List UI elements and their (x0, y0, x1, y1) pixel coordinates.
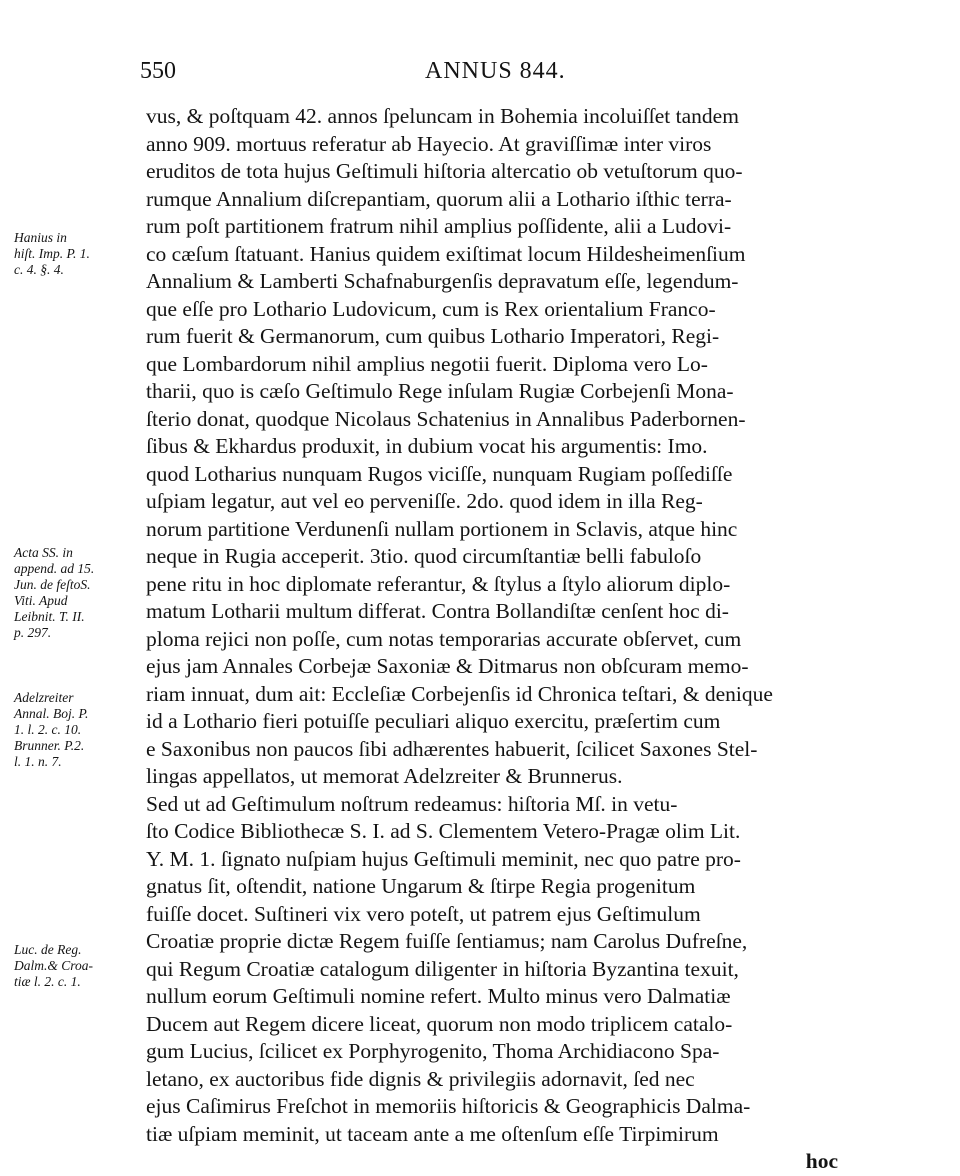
text-line: letano, ex auctoribus fide dignis & privilegiis adornavit, ſed nec (146, 1066, 695, 1091)
text-line: gnatus ſit, oſtendit, natione Ungarum & ſtirpe Regia progenitum (146, 874, 696, 898)
text-line: rum poſt partitionem fratrum nihil amplius poſſidente, alii a Ludovi- (146, 214, 732, 238)
text-line: ploma rejici non poſſe, cum notas temporarias accurate obſervet, cum (146, 626, 742, 651)
text-line: que eſſe pro Lothario Ludovicum, cum is Rex orientalium Franco- (146, 296, 716, 321)
text-line: fuiſſe docet. Suſtineri vix vero poteſt, ut patrem ejus Geſtimulum (146, 901, 701, 926)
margin-note: Hanius in hiſt. Imp. P. 1. c. 4. §. 4. (14, 230, 90, 277)
text-line: riam innuat, dum ait: Eccleſiæ Corbejenſis id Chronica teſtari, & denique (146, 681, 773, 706)
running-head: ANNUS 844. (425, 58, 566, 84)
text-line: Croatiæ proprie dictæ Regem fuiſſe ſentiamus; nam Carolus Dufreſne, (146, 929, 748, 953)
text-line: vus, & poſtquam 42. annos ſpeluncam in Bohemia incoluiſſet tandem (146, 104, 739, 128)
text-line: lingas appellatos, ut memorat Adelzreiter & Brunnerus. (146, 764, 623, 788)
text-line: ſterio donat, quodque Nicolaus Schatenius in Annalibus Paderbornen- (146, 406, 746, 431)
text-line: pene ritu in hoc diplomate referantur, & ſtylus a ſtylo aliorum diplo- (146, 571, 731, 596)
text-line: ejus jam Annales Corbejæ Saxoniæ & Ditmarus non obſcuram memo- (146, 654, 749, 678)
text-line: eruditos de tota hujus Geſtimuli hiſtoria altercatio ob vetuſtorum quo- (146, 159, 743, 183)
text-line: id a Lothario fieri potuiſſe peculiari aliquo exercitu, præſertim cum (146, 709, 721, 733)
text-line: e Saxonibus non paucos ſibi adhærentes habuerit, ſcilicet Saxones Stel- (146, 736, 758, 761)
text-line: rumque Annalium diſcrepantiam, quorum alii a Lothario iſthic terra- (146, 186, 732, 211)
text-line: rum fuerit & Germanorum, cum quibus Lothario Imperatori, Regi- (146, 324, 720, 348)
text-line: tharii, quo is cæſo Geſtimulo Rege inſulam Rugiæ Corbejenſi Mona- (146, 379, 734, 403)
text-line: ſto Codice Bibliothecæ S. I. ad S. Clementem Vetero-Pragæ olim Lit. (146, 819, 741, 843)
text-line: Y. M. 1. ſignato nuſpiam hujus Geſtimuli meminit, nec quo patre pro- (146, 846, 741, 871)
page-number: 550 (140, 58, 176, 84)
text-line: que Lombardorum nihil amplius negotii fuerit. Diploma vero Lo- (146, 351, 708, 376)
text-line: uſpiam legatur, aut vel eo perveniſſe. 2do. quod idem in illa Reg- (146, 489, 703, 513)
margin-note: Luc. de Reg. Dalm.& Croa- tiæ l. 2. c. 1. (14, 942, 94, 989)
text-line: co cæſum ſtatuant. Hanius quidem exiſtimat locum Hildesheimenſium (146, 241, 746, 266)
text-line: matum Lotharii multum differat. Contra Bollandiſtæ cenſent hoc di- (146, 599, 729, 623)
text-line: Annalium & Lamberti Schafnaburgenſis depravatum eſſe, legendum- (146, 269, 739, 293)
catchword: hoc (805, 1149, 838, 1173)
margin-note: Acta SS. in append. ad 15. Jun. de feſtoS. Viti. Apud Leibnit. T. II. p. 297. (14, 545, 95, 640)
text-line: neque in Rugia acceperit. 3tio. quod circumſtantiæ belli fabuloſo (146, 544, 702, 568)
page-header (140, 58, 840, 90)
text-line: gum Lucius, ſcilicet ex Porphyrogenito, Thoma Archidiacono Spa- (146, 1039, 720, 1063)
margin-note: Adelzreiter Annal. Boj. P. 1. l. 2. c. 10. Brunner. P.2. l. 1. n. 7. (14, 690, 89, 769)
text-line: ejus Caſimirus Freſchot in memoriis hiſtoricis & Geographicis Dalma- (146, 1094, 751, 1118)
body-text (146, 103, 846, 1176)
text-line: tiæ uſpiam meminit, ut taceam ante a me oſtenſum eſſe Tirpimirum (146, 1121, 719, 1146)
text-line: Sed ut ad Geſtimulum noſtrum redeamus: hiſtoria Mſ. in vetu- (146, 791, 678, 816)
text-line: qui Regum Croatiæ catalogum diligenter in hiſtoria Byzantina texuit, (146, 956, 739, 981)
text-line: ſibus & Ekhardus produxit, in dubium vocat his argumentis: Imo. (146, 434, 708, 458)
text-line: Ducem aut Regem dicere liceat, quorum non modo triplicem catalo- (146, 1011, 733, 1036)
text-line: quod Lotharius nunquam Rugos viciſſe, nunquam Rugiam poſſediſſe (146, 461, 733, 486)
text-line: anno 909. mortuus referatur ab Hayecio. At graviſſimæ inter viros (146, 131, 712, 156)
text-line: norum partitione Verdunenſi nullam portionem in Sclavis, atque hinc (146, 516, 738, 541)
text-line: nullum eorum Geſtimuli nomine refert. Multo minus vero Dalmatiæ (146, 984, 731, 1008)
